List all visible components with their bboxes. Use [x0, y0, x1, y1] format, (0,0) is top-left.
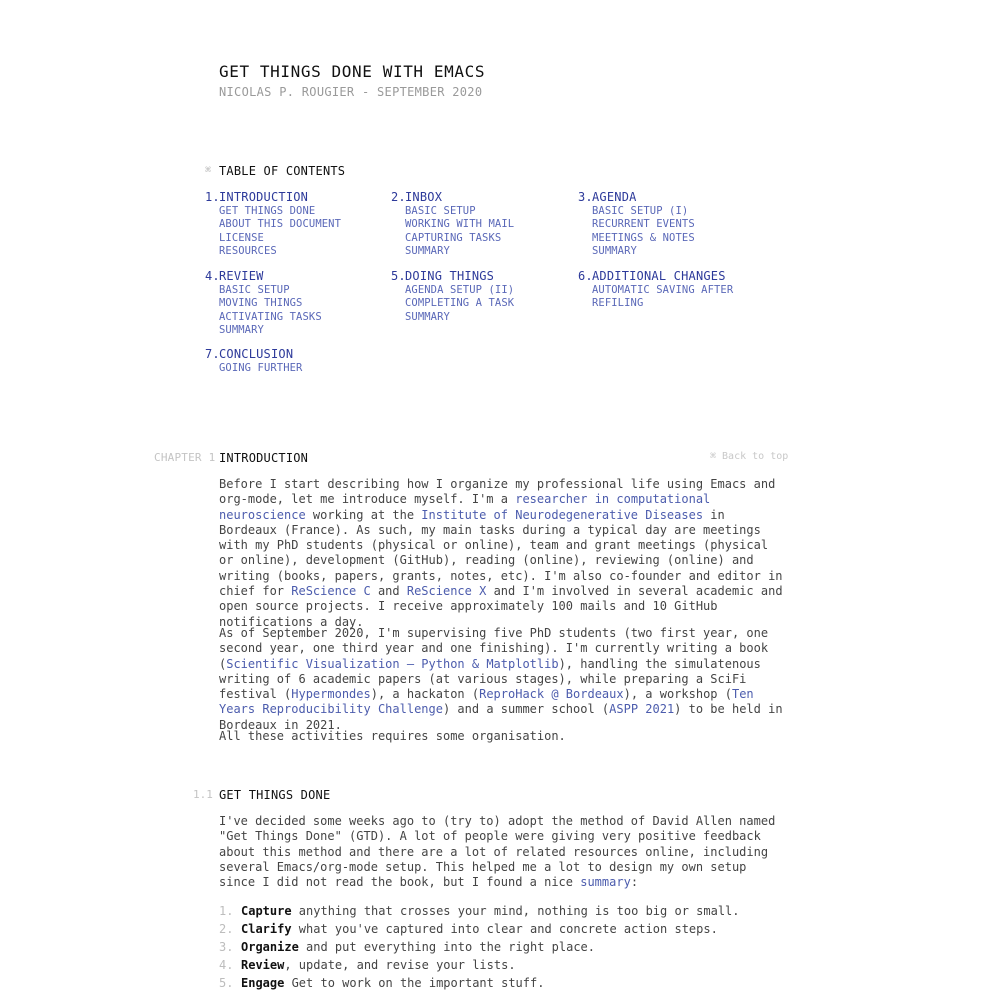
toc-item[interactable]: LICENSE: [219, 231, 264, 244]
list-item: 4. Review, update, and revise your lists.: [219, 958, 516, 972]
link-summary[interactable]: summary: [580, 875, 631, 890]
list-item: 5. Engage Get to work on the important stuff.: [219, 976, 545, 990]
intro-paragraph-2: As of September 2020, I'm supervising five PhD students (two first year, one second year, one third year and one finishing). I'm currently writing a book (Scientific Visualization — Python & Matplotlib), handling the simulatenous writing of 6 academic papers (at various stages), while preparing a SciFi festival (Hypermondes), a hackaton (ReproHack @ Bordeaux), a workshop (Ten Years Reproducibility Challenge) and a summer school (ASPP 2021) to be held in Bordeaux in 2021.: [219, 626, 783, 732]
toc-item[interactable]: SUMMARY: [592, 244, 637, 257]
toc-item[interactable]: SUMMARY: [405, 310, 450, 323]
link-rescience-c[interactable]: ReScience C: [291, 584, 371, 599]
section-title: GET THINGS DONE: [219, 788, 331, 802]
toc-section-inbox: [391, 190, 515, 258]
toc-item[interactable]: AGENDA SETUP (II): [405, 284, 515, 296]
link-book[interactable]: Scientific Visualization — Python & Matplotlib: [226, 656, 559, 671]
toc-item[interactable]: GET THINGS DONE: [219, 205, 316, 217]
toc-section-link[interactable]: 3.AGENDA: [578, 190, 637, 204]
intro-paragraph-1: Before I start describing how I organize my professional life using Emacs and org-mode, let me introduce myself. I'm a researcher in computational neuroscience working at the Institute of Neurodegenerative Diseases in Bordeaux (France). As such, my main tasks during a typical day are meetings with my PhD students (physical or online), team and grant meetings (physical or online), development (GitHub), reading (online), reviewing (online) and writing (books, papers, grants, notes, etc). I'm also co-founder and editor in chief for ReScience C and ReScience X and I'm involved in several academic and open source projects. I receive approximately 100 mails and 10 GitHub notifications a day.: [219, 477, 783, 629]
toc-section-link[interactable]: 1.INTRODUCTION: [205, 190, 309, 204]
toc-item[interactable]: ABOUT THIS DOCUMENT: [219, 218, 342, 231]
command-key-icon: ⌘: [205, 165, 212, 176]
toc-item[interactable]: MOVING THINGS: [219, 297, 303, 310]
back-to-top-link[interactable]: ⌘ Back to top: [710, 451, 789, 462]
link-institute[interactable]: Institute of Neurodegenerative Diseases: [421, 507, 704, 522]
link-ten-years-challenge[interactable]: Ten Years Reproducibility Challenge: [219, 687, 754, 717]
intro-paragraph-3: All these activities requires some organisation.: [219, 729, 566, 743]
toc-item[interactable]: BASIC SETUP: [219, 284, 290, 296]
link-aspp[interactable]: ASPP 2021: [609, 702, 675, 717]
document-subtitle: NICOLAS P. ROUGIER - SEPTEMBER 2020: [219, 85, 483, 99]
toc-item[interactable]: MEETINGS & NOTES: [592, 231, 695, 244]
toc-section-additional-changes: [578, 269, 734, 311]
link-hypermondes[interactable]: Hypermondes: [291, 687, 371, 702]
toc-item[interactable]: WORKING WITH MAIL: [405, 218, 515, 231]
toc-item[interactable]: RECURRENT EVENTS: [592, 218, 695, 231]
toc-item[interactable]: COMPLETING A TASK: [405, 297, 515, 310]
link-researcher[interactable]: researcher in computational neuroscience: [219, 492, 711, 522]
toc-section-link[interactable]: 6.ADDITIONAL CHANGES: [578, 269, 726, 283]
toc-section-agenda: [578, 190, 695, 258]
toc-item[interactable]: SUMMARY: [405, 244, 450, 257]
toc-title: TABLE OF CONTENTS: [219, 164, 346, 178]
toc-section-conclusion: [205, 347, 303, 375]
toc-item[interactable]: RESOURCES: [219, 244, 277, 257]
document-title: GET THINGS DONE WITH EMACS: [219, 62, 486, 81]
toc-section-introduction: [205, 190, 342, 258]
toc-section-link[interactable]: 4.REVIEW: [205, 269, 264, 283]
toc-item[interactable]: SUMMARY: [219, 323, 264, 336]
toc-section-review: [205, 269, 322, 337]
list-item: 1. Capture anything that crosses your mind, nothing is too big or small.: [219, 904, 740, 918]
link-reprohack[interactable]: ReproHack @ Bordeaux: [479, 687, 624, 702]
section-number: 1.1: [193, 788, 213, 801]
toc-section-link[interactable]: 5.DOING THINGS: [391, 269, 495, 283]
toc-section-doing-things: [391, 269, 515, 324]
toc-item[interactable]: CAPTURING TASKS: [405, 231, 502, 244]
link-rescience-x[interactable]: ReScience X: [406, 584, 487, 599]
chapter-title: INTRODUCTION: [219, 451, 309, 465]
toc-item[interactable]: ACTIVATING TASKS: [219, 310, 322, 323]
gtd-steps-list: [219, 902, 740, 992]
toc-item[interactable]: BASIC SETUP (I): [592, 205, 689, 217]
list-item: 2. Clarify what you've captured into clear and concrete action steps.: [219, 922, 718, 936]
toc-section-link[interactable]: 7.CONCLUSION: [205, 347, 294, 361]
list-item: 3. Organize and put everything into the right place.: [219, 940, 596, 954]
toc-item[interactable]: AUTOMATIC SAVING AFTER: [592, 284, 734, 296]
chapter-label: CHAPTER 1: [154, 451, 216, 464]
toc-item[interactable]: GOING FURTHER: [219, 362, 303, 374]
toc-item[interactable]: BASIC SETUP: [405, 205, 476, 217]
toc-section-link[interactable]: 2.INBOX: [391, 190, 443, 204]
toc-item[interactable]: REFILING: [592, 297, 644, 310]
gtd-paragraph: I've decided some weeks ago to (try to) adopt the method of David Allen named "Get Things Done" (GTD). A lot of people were giving very positive feedback about this method and there are a lot of related resources online, including several Emacs/org-mode setup. This helped me a lot to design my own setup since I did not read the book, but I found a nice summary:: [219, 814, 776, 890]
